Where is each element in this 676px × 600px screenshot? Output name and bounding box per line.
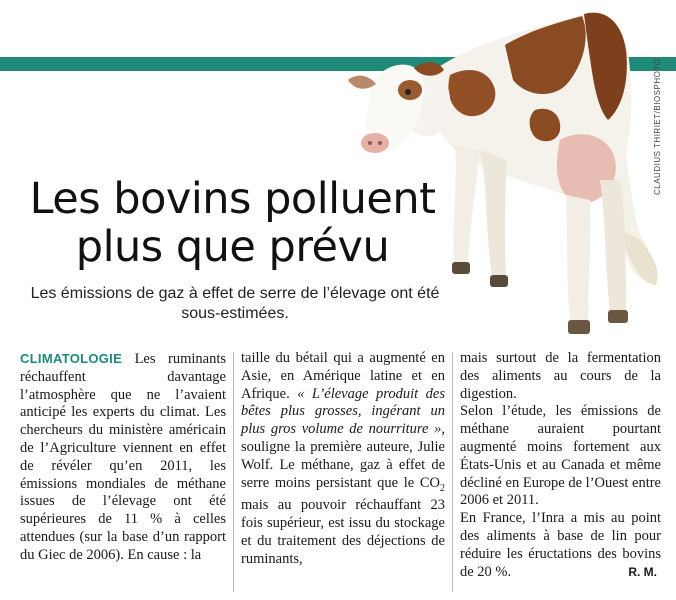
- article-title: Les bovins polluent plus que prévu: [29, 174, 436, 272]
- article-column-3: [460, 350, 661, 581]
- column-2-text-start: taille du bétail qui a augmenté en Asie, en Amérique latine et en Afrique.: [241, 350, 445, 402]
- column-rule: [452, 352, 453, 592]
- photo-credit: CLAUDIUS THIRIET/BIOSPHOTO: [653, 58, 662, 195]
- column-3-paragraph-3: En France, l’Inra a mis au point des aliments à base de lin pour réduire les éructations des bovins de 20 %. R. M.: [460, 510, 661, 580]
- pull-quote: « L’élevage produit des bêtes plus grosses, ingérant un plus gros volume de nourriture »: [241, 385, 445, 438]
- article-column-1: [20, 350, 226, 565]
- column-1-text: Les ruminants réchauffent davantage l’atmosphère que ne l’avaient anticipé les experts du climat. Les chercheurs du ministère américain de l’Agriculture viennent en effet de révéler qu’en 2011, les émissions mondiales de méthane issues de l’élevage ont été supérieures de 11 % à celles attendues (sur la base d’un rapport du Giec de 2006). En cause : la: [20, 351, 226, 563]
- column-rule: [233, 352, 234, 592]
- column-3-paragraph-2: Selon l’étude, les émissions de méthane auraient pourtant augmenté moins fortement aux États-Unis et au Canada et même décliné en Europe de l’Ouest entre 2006 et 2011.: [460, 403, 661, 509]
- author-signature: R. M.: [628, 564, 657, 579]
- article-subtitle: Les émissions de gaz à effet de serre de l’élevage ont été sous-estimées.: [30, 285, 440, 322]
- column-3-paragraph-1: mais surtout de la fermentation des aliments au cours de la digestion.: [460, 350, 661, 402]
- article-column-2: [241, 350, 445, 568]
- co2-term: $CO_2$: [419, 474, 446, 494]
- kicker-label: CLIMATOLOGIE: [20, 351, 123, 366]
- column-2-text-end: mais au pouvoir réchauffant 23 fois supérieur, est issu du stockage et du traitement des déjections de ruminants,: [241, 497, 445, 567]
- column-2-text-mid: , souligne la première auteure, Julie Wolf. Le méthane, gaz à effet de serre moins persistant que le: [241, 421, 445, 491]
